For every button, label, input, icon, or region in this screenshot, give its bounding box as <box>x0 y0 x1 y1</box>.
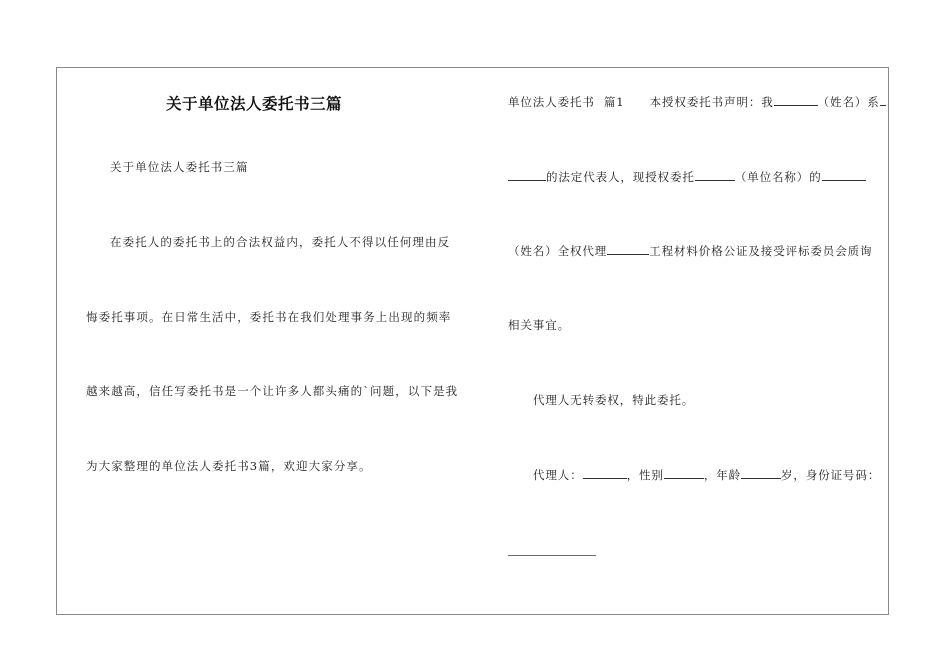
agent-name-label: （姓名）全权代理 <box>508 244 608 258</box>
right-line-1 <box>508 94 886 109</box>
age-label: ，年龄 <box>703 468 742 482</box>
legal-rep-text: 的法定代表人，现授权委托 <box>546 170 695 184</box>
blank-unit-field <box>695 169 735 181</box>
blank-org-start <box>880 94 886 106</box>
left-paragraph-line-2: 悔委托事项。在日常生活中，委托书在我们处理事务上出现的频率 <box>86 310 452 324</box>
left-paragraph-line-4: 为大家整理的单位法人委托书3篇，欢迎大家分享。 <box>86 459 372 473</box>
document-title: 关于单位法人委托书三篇 <box>166 95 343 113</box>
id-label: 岁，身份证号码： <box>781 468 881 482</box>
right-line-6 <box>533 467 880 482</box>
name-label: （姓名）系 <box>817 95 880 109</box>
scope-text: 工程材料价格公证及接受评标委员会质询 <box>649 244 873 258</box>
left-paragraph-line-1: 在委托人的委托书上的合法权益内，委托人不得以任何理由反 <box>110 235 451 249</box>
agent-label: 代理人： <box>533 468 583 482</box>
blank-name-field <box>774 94 818 106</box>
gender-label: ，性别 <box>626 468 664 482</box>
declaration-text: 本授权委托书声明：我 <box>649 95 774 109</box>
blank-id-number-line <box>508 555 596 556</box>
left-subtitle: 关于单位法人委托书三篇 <box>110 160 249 174</box>
left-paragraph-line-3: 越来越高，信任写委托书是一个让许多人都头痛的`问题，以下是我 <box>86 384 459 398</box>
unit-name-label: （单位名称）的 <box>734 170 822 184</box>
blank-age <box>741 467 781 479</box>
blank-org-field <box>508 169 546 181</box>
right-line-4: 相关事宜。 <box>508 318 570 332</box>
page-frame <box>56 67 889 615</box>
section-heading: 单位法人委托书 篇1 <box>508 95 625 109</box>
blank-agent-field <box>822 169 866 181</box>
right-line-2 <box>508 169 866 184</box>
blank-agent-name <box>583 467 627 479</box>
right-line-3 <box>508 243 872 258</box>
blank-project-field <box>607 243 649 255</box>
blank-gender <box>664 467 704 479</box>
right-line-5: 代理人无转委权，特此委托。 <box>533 393 695 407</box>
